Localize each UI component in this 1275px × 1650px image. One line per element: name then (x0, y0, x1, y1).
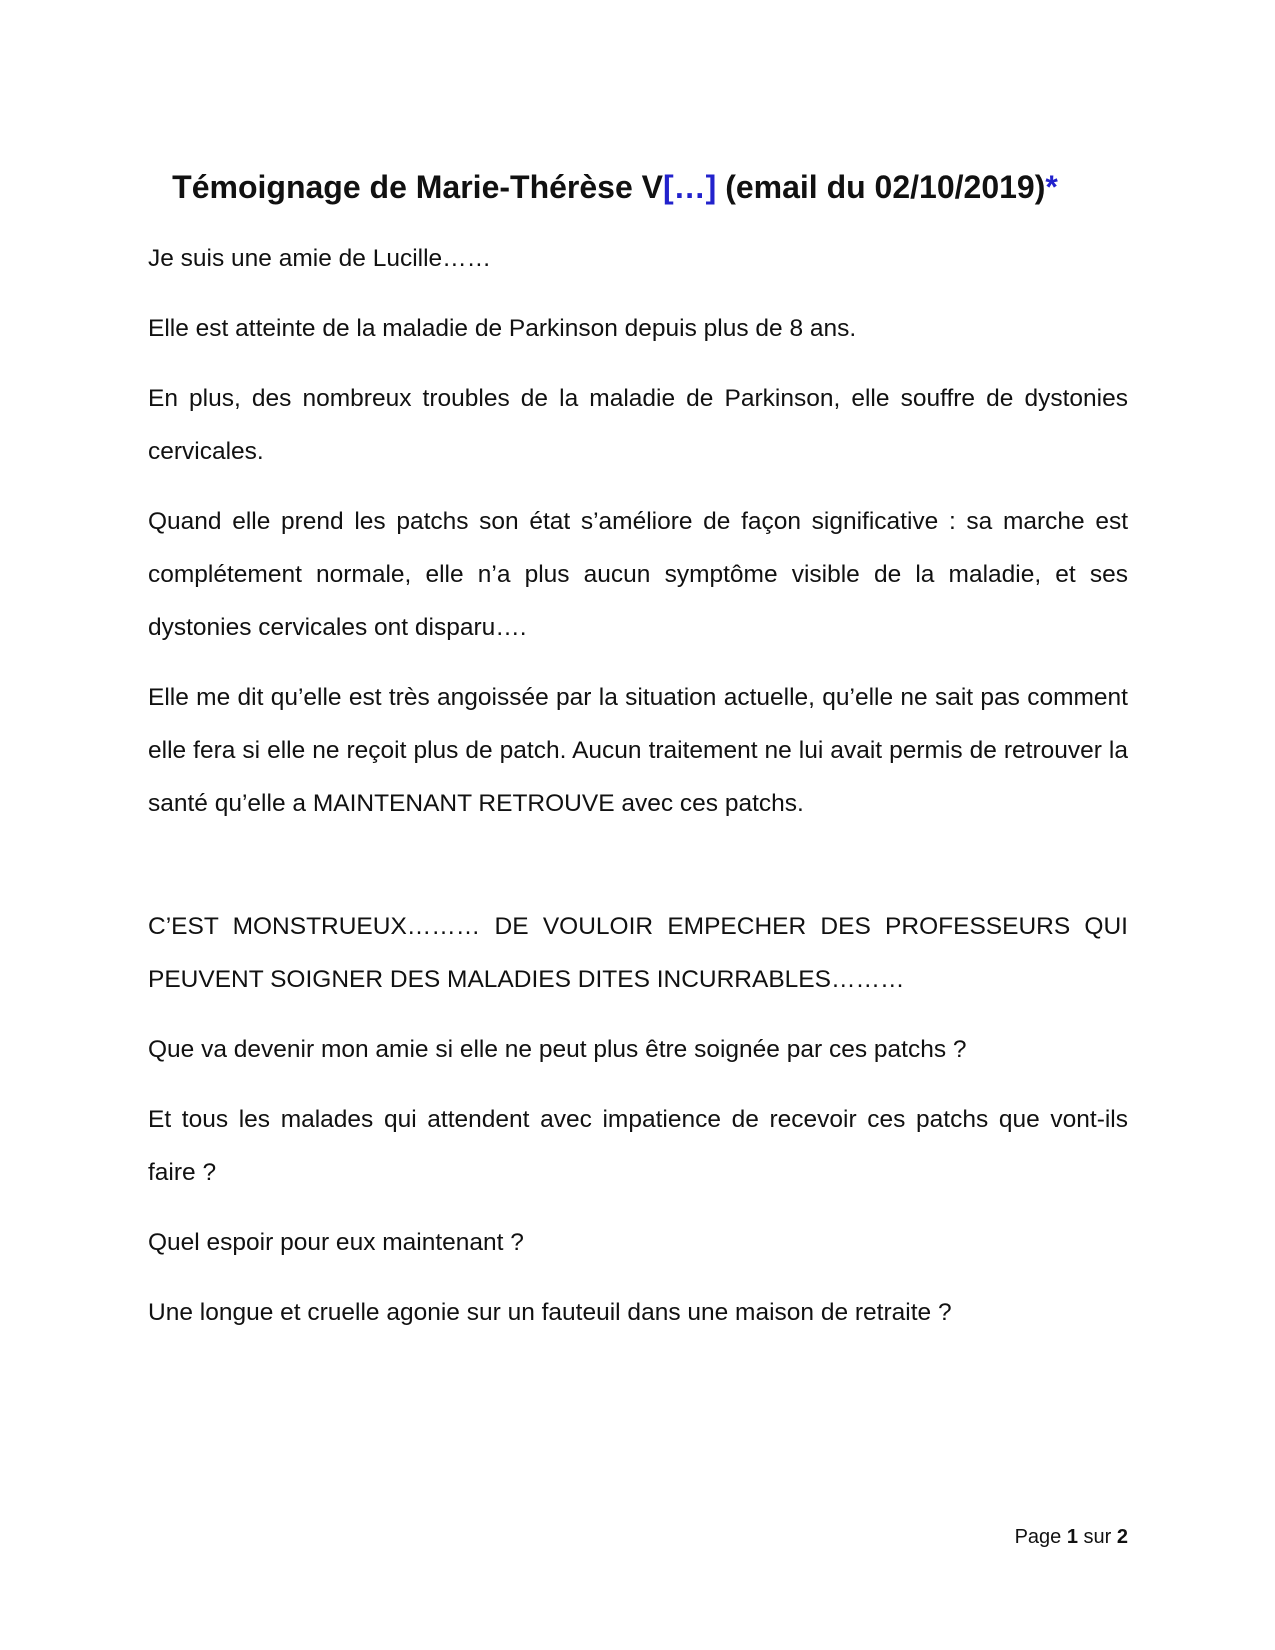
paragraph-3: En plus, des nombreux troubles de la maladie de Parkinson, elle souffre de dystonies cervicales. (148, 385, 1128, 465)
title-redaction: […] (662, 169, 717, 206)
document-body (148, 232, 1128, 1356)
footer-current-page: 1 (1066, 1526, 1078, 1548)
document-title (0, 167, 1230, 207)
paragraph-7: Que va devenir mon amie si elle ne peut plus être soignée par ces patchs ? (148, 1036, 967, 1063)
paragraph-2: Elle est atteinte de la maladie de Parkinson depuis plus de 8 ans. (148, 315, 857, 342)
footer-page-label: Page (1014, 1526, 1067, 1548)
paragraph-10: Une longue et cruelle agonie sur un fauteuil dans une maison de retraite ? (148, 1299, 952, 1326)
page-footer (900, 1524, 1128, 1550)
paragraph-8: Et tous les malades qui attendent avec impatience de recevoir ces patchs que vont-ils faire ? (148, 1106, 1128, 1186)
title-suffix: (email du 02/10/2019) (716, 169, 1046, 206)
footer-of-label: sur (1077, 1526, 1117, 1548)
paragraph-1: Je suis une amie de Lucille…… (148, 245, 492, 272)
paragraph-6: C’EST MONSTRUEUX……… DE VOULOIR EMPECHER DES PROFESSEURS QUI PEUVENT SOIGNER DES MALADIES DITES INCURRABLES……… (148, 913, 1128, 993)
footer-total-pages: 2 (1116, 1526, 1128, 1548)
paragraph-4: Quand elle prend les patchs son état s’améliore de façon significative : sa marche est complétement normale, elle n’a plus aucun symptôme visible de la maladie, et ses dystonies cervicales ont disparu…. (148, 508, 1128, 641)
paragraph-5: Elle me dit qu’elle est très angoissée par la situation actuelle, qu’elle ne sait pas comment elle fera si elle ne reçoit plus de patch. Aucun traitement ne lui avait permis de retrouver la santé qu’elle a MAINTENANT RETROUVE avec ces patchs. (148, 684, 1128, 817)
title-prefix: Témoignage de Marie-Thérèse V (172, 169, 663, 206)
title-asterisk: * (1045, 169, 1058, 206)
paragraph-9: Quel espoir pour eux maintenant ? (148, 1229, 524, 1256)
